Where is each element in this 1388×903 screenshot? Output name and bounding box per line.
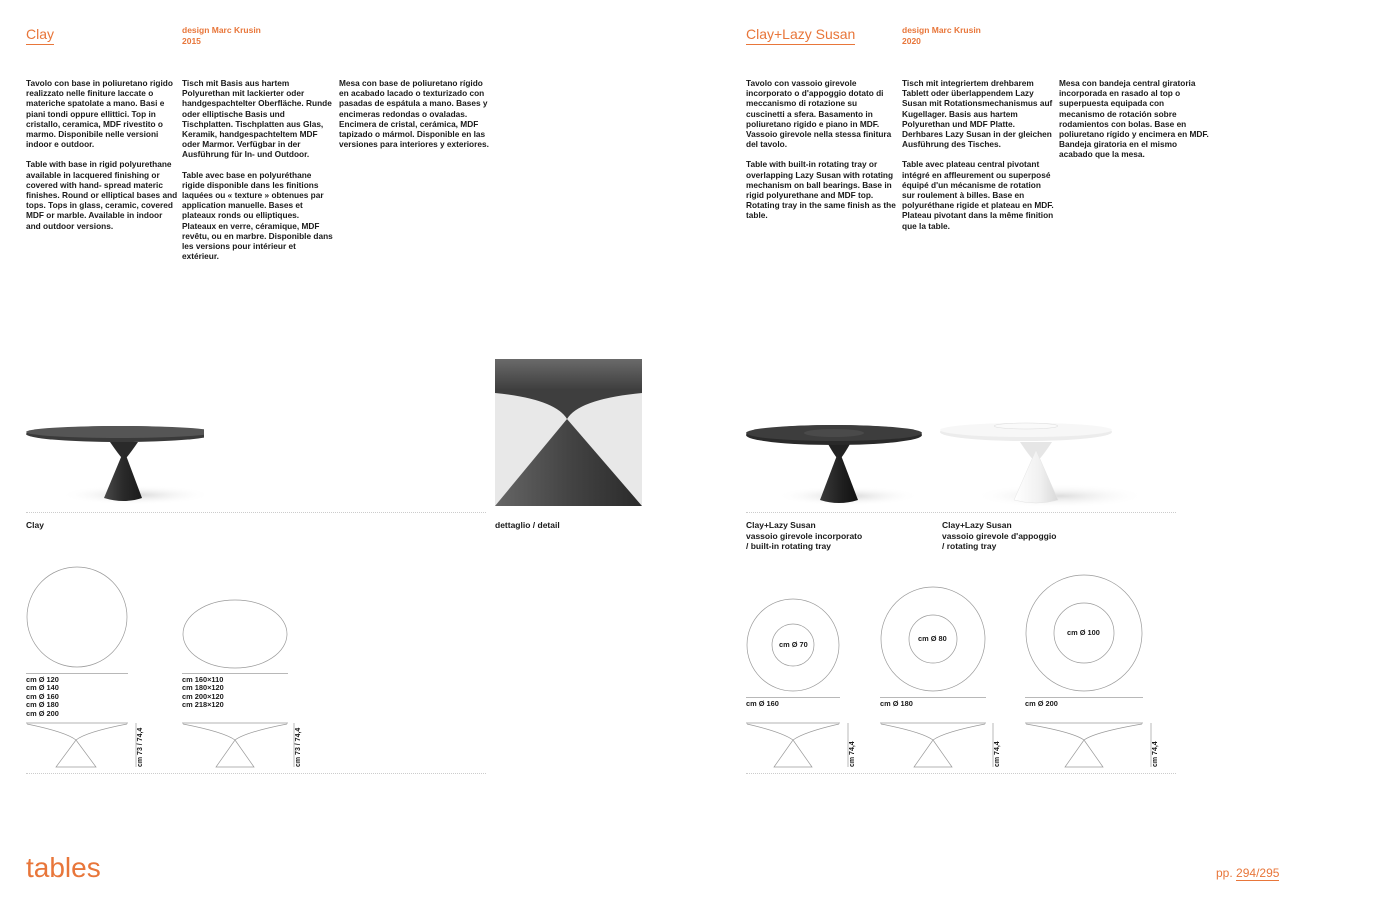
clay-oval-elevation-drawing: [182, 720, 290, 770]
size-item: cm 180×120: [182, 683, 224, 693]
caption-line: / rotating tray: [942, 541, 997, 551]
lazy-susan-180-height-label: cm 74,4: [994, 741, 1001, 767]
clay-detail-photo: [495, 359, 642, 506]
lazy-susan-builtin-photo: [744, 418, 924, 510]
clay-desc-it: Tavolo con base in poliuretano rigido realizzato nelle finiture laccate o materiche spatolate a mano. Basi e piani tondi oppure ellittici. Top in cristallo, ceramica, MDF rivestito o marmo. Disponibile nelle versioni indoor e outdoor.: [26, 78, 173, 150]
clay-year: 2015: [182, 36, 201, 46]
caption-line: / built-in rotating tray: [746, 541, 831, 551]
size-item: cm 200×120: [182, 691, 224, 701]
lazy-susan-desc-col-1: [746, 78, 898, 231]
lazy-susan-200-rule: [1025, 697, 1143, 698]
drawing-row-divider-left: [26, 773, 486, 774]
size-item: cm Ø 140: [26, 683, 59, 693]
lazy-susan-overlap-photo: [940, 420, 1150, 510]
clay-desc-col-1: [26, 78, 178, 241]
tray-label-70: cm Ø 70: [779, 640, 808, 649]
category-label: tables: [26, 852, 101, 883]
lazy-susan-160-elevation-drawing: [746, 720, 842, 770]
page-number-b[interactable]: 295: [1259, 866, 1280, 880]
clay-round-height-label: cm 73 / 74,4: [137, 727, 144, 767]
clay-title: Clay: [26, 26, 54, 45]
lazy-susan-title: Clay+Lazy Susan: [746, 26, 855, 45]
page-separator: /: [1256, 866, 1260, 880]
clay-table-photo: [24, 420, 204, 510]
lazy-susan-desc-col-3: [1059, 78, 1211, 170]
lazy-susan-desc-col-2: [902, 78, 1054, 241]
lazy-susan-200-height-label: cm 74,4: [1152, 741, 1159, 767]
lazy-susan-year: 2020: [902, 36, 921, 46]
clay-desc-col-3: [339, 78, 491, 159]
clay-desc-es: Mesa con base de poliuretano rígido en acabado lacado o texturizado con pasadas de espátula a mano. Bases y encimeras redondas o ovaladas. Encimera de cristal, cerámica, MDF tapizado o mármol. Disponible en las versiones para interiores y exteriores.: [339, 78, 489, 150]
clay-oval-height-label: cm 73 / 74,4: [295, 727, 302, 767]
lazy-susan-180-elevation-drawing: [880, 720, 988, 770]
caption-line: vassoio girevole incorporato: [746, 530, 863, 541]
lazy-susan-overlap-caption: [942, 520, 1056, 552]
caption-line: vassoio girevole d'appoggio: [942, 530, 1057, 541]
size-item: cm Ø 200: [26, 708, 59, 718]
table-label-200: cm Ø 200: [1025, 699, 1058, 708]
photo-row-divider-right: [746, 512, 1176, 513]
lazy-susan-160-rule: [746, 697, 840, 698]
lazy-susan-desc-it: Tavolo con vassoio girevole incorporato o d'appoggio dotato di meccanismo di rotazione su cuscinetti a sfera. Basamento in poliuretano rigido e piano in MDF. Vassoio girevole nella stessa finitura del tavolo.: [746, 78, 892, 150]
clay-oval-size-rule: [182, 673, 288, 674]
size-item: cm Ø 120: [26, 675, 59, 684]
clay-detail-caption: dettaglio / detail: [495, 520, 560, 530]
photo-row-divider-left: [26, 512, 486, 513]
size-item: cm 218×120: [182, 700, 224, 710]
page-numbers: [1216, 866, 1279, 880]
clay-oval-sizes: [182, 676, 224, 710]
clay-desc-col-2: [182, 78, 334, 271]
clay-designer: [182, 25, 261, 47]
clay-round-top-drawing: [26, 566, 130, 670]
lazy-susan-desc-fr: Table avec plateau central pivotant intégré en affleurement ou superposé équipé d'un mécanisme de rotation sur roulement à billes. Base en polyuréthane rigide et plateau en MDF. Plateau pivotant dans la même finition que la table.: [902, 159, 1054, 231]
clay-round-sizes: [26, 676, 59, 718]
lazy-susan-desc-en: Table with built-in rotating tray or overlapping Lazy Susan with rotating mechanism on ball bearings. Base in rigid polyurethane and MDF top. Rotating tray in the same finish as the table.: [746, 159, 896, 221]
pages-prefix: pp.: [1216, 866, 1233, 880]
lazy-susan-160-height-label: cm 74,4: [849, 741, 856, 767]
caption-line: Clay+Lazy Susan: [746, 520, 816, 530]
size-item: cm 160×110: [182, 675, 224, 684]
clay-round-elevation-drawing: [26, 720, 130, 770]
clay-desc-de: Tisch mit Basis aus hartem Polyurethan mit lackierter oder handgespachtelter Oberfläche. Runde oder elliptische Basis und Tischplatten. Tischplatten aus Glas, Keramik, handgespachteltem MDF oder Marmor. Verfügbar in der Ausführung für In- und Outdoor.: [182, 78, 332, 160]
lazy-susan-builtin-caption: [746, 520, 862, 552]
lazy-susan-desc-de: Tisch mit integriertem drehbarem Tablett oder überlappendem Lazy Susan mit Rotationsmechanismus auf Kugellager. Basis aus hartem Polyurethan und MDF Platte. Derhbares Lazy Susan in der gleichen Ausführung des Tisches.: [902, 78, 1053, 150]
clay-photo-caption: Clay: [26, 520, 44, 530]
lazy-susan-designer: [902, 25, 981, 47]
tray-label-80: cm Ø 80: [918, 634, 947, 643]
lazy-susan-desc-es: Mesa con bandeja central giratoria incorporada en rasado al top o superpuesta equipada con mecanismo de rotación sobre rodamientos con bolas. Base en poliuretano rígido y encimera en MDF. Bandeja giratoria en el mismo acabado que la mesa.: [1059, 78, 1209, 160]
lazy-susan-designer-line: design Marc Krusin: [902, 25, 981, 35]
drawing-row-divider-right: [746, 773, 1176, 774]
clay-round-size-rule: [26, 673, 128, 674]
tray-label-100: cm Ø 100: [1067, 628, 1100, 637]
table-label-160: cm Ø 160: [746, 699, 779, 708]
caption-line: Clay+Lazy Susan: [942, 520, 1012, 530]
size-item: cm Ø 180: [26, 700, 59, 710]
clay-desc-fr: Table avec base en polyuréthane rigide disponible dans les finitions laquées ou « texture » obtenues par application manuelle. Bases et plateaux ronds ou elliptiques. Plateaux en verre, céramique, MDF revêtu, ou en marbre. Disponible dans les versions pour intérieur et extérieur.: [182, 169, 333, 262]
clay-desc-en: Table with base in rigid polyurethane available in lacquered finishing or covered with hand- spread materic finishes. Round or elliptical bases and tops. Tops in glass, ceramic, covered MDF or marble. Available in indoor and outdoor versions.: [26, 159, 178, 231]
page-number-a[interactable]: 294: [1236, 866, 1257, 880]
clay-oval-top-drawing: [182, 598, 290, 670]
clay-designer-line: design Marc Krusin: [182, 25, 261, 35]
lazy-susan-200-elevation-drawing: [1025, 720, 1145, 770]
size-item: cm Ø 160: [26, 691, 59, 701]
lazy-susan-180-rule: [880, 697, 986, 698]
table-label-180: cm Ø 180: [880, 699, 913, 708]
